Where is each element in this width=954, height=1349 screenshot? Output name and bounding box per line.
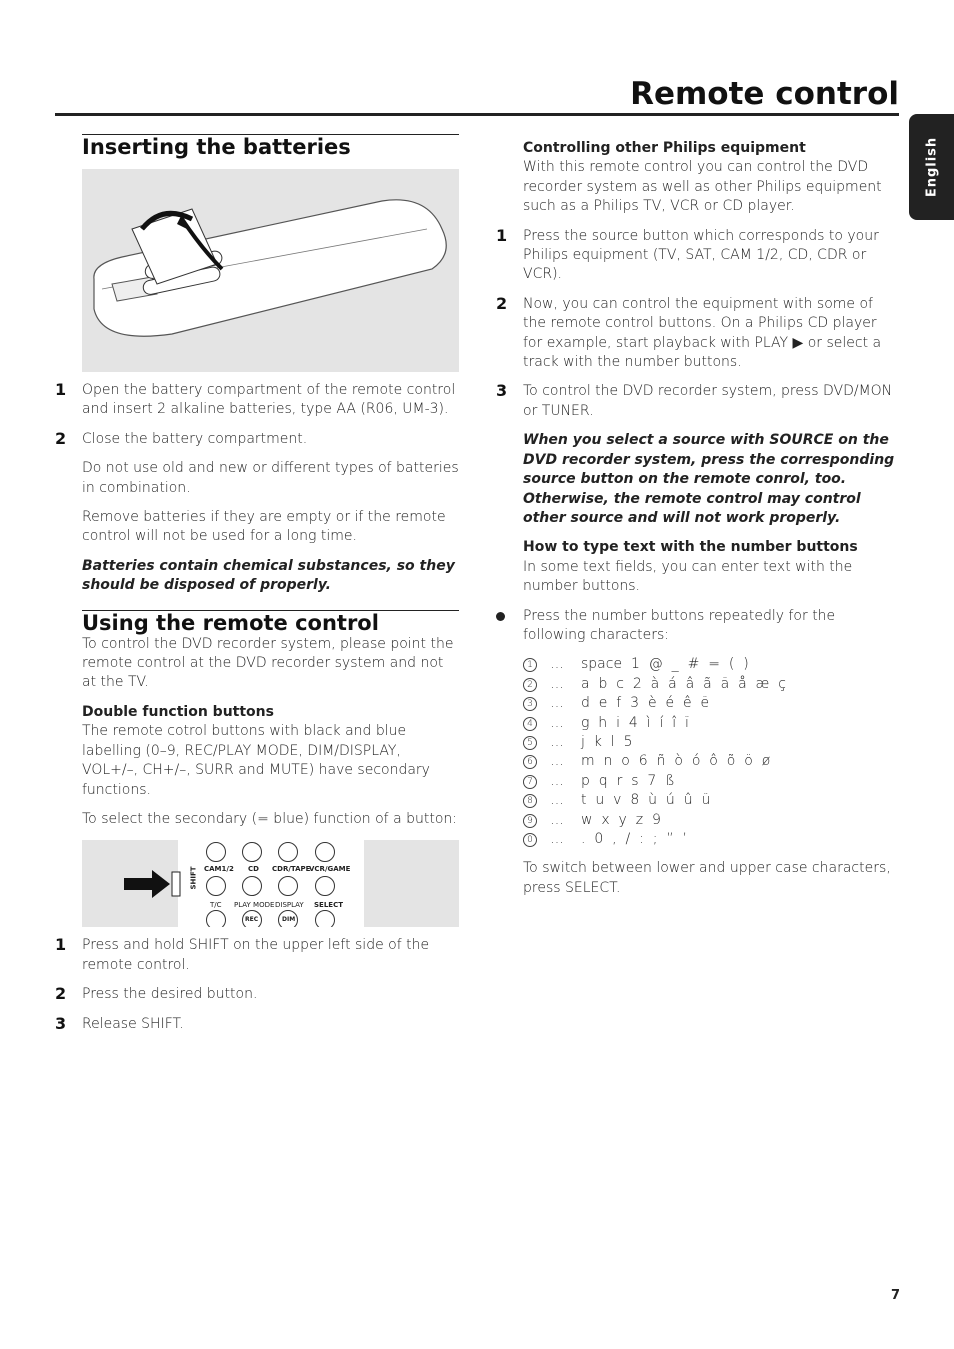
characters: p q r s 7 ß: [581, 772, 675, 789]
step-number: 3: [496, 381, 508, 401]
shift-step-2: [55, 984, 459, 1004]
character-row: [523, 694, 899, 713]
button-label-playmode: PLAY MODE: [234, 901, 275, 910]
character-row: [523, 714, 899, 733]
typing-outro: To switch between lower and upper case characters, press SELECT.: [523, 860, 891, 896]
bullet-icon: [496, 612, 505, 621]
character-table: [523, 655, 899, 849]
ellipsis: …: [550, 733, 564, 750]
key-icon: 6: [523, 755, 537, 769]
controlling-heading: Controlling other Philips equipment: [523, 140, 806, 156]
typing-intro: In some text fields, you can enter text with the number buttons.: [523, 558, 853, 595]
key-icon: 7: [523, 775, 537, 789]
button-label-display: DISPLAY: [275, 901, 304, 910]
step-number: 1: [55, 935, 67, 955]
ellipsis: …: [550, 772, 564, 789]
characters: t u v 8 ù ú û ü: [581, 792, 711, 809]
characters: space 1 @ _ # = ( ): [581, 656, 749, 673]
controlling-intro: With this remote control you can control the DVD recorder system as well as other Philips equipment such as a Philips TV, VCR or CD player.: [523, 159, 882, 215]
language-label: English: [924, 136, 939, 198]
step-number: 2: [496, 293, 508, 313]
button-label-cam: CAM1/2: [204, 865, 234, 874]
controlling-warning: When you select a source with SOURCE on the DVD recorder system, press the corresponding source button on the remote conrol, too. Otherwise, the remote control may control other source and will not work properly.: [523, 432, 895, 526]
step-text: Press the source button which corresponds to your Philips equipment (TV, SAT, CAM 1/2, CD, CDR or VCR).: [523, 227, 879, 283]
ellipsis: …: [550, 675, 564, 692]
key-icon: 3: [523, 697, 537, 711]
using-intro: To control the DVD recorder system, please point the remote control at the DVD recorder system and not at the TV.: [82, 635, 454, 691]
step-text: Press and hold SHIFT on the upper left side of the remote control.: [82, 937, 430, 973]
battery-note-2: Remove batteries if they are empty or if the remote control will not be used for a long time.: [82, 509, 446, 545]
key-icon: 5: [523, 736, 537, 750]
key-icon: 2: [523, 678, 537, 692]
title-rule: [55, 113, 899, 116]
shift-step-1: [55, 935, 459, 975]
left-column: [55, 134, 459, 1034]
remote-battery-drawing: [82, 169, 459, 372]
key-icon: 4: [523, 717, 537, 731]
step-text: Now, you can control the equipment with some of the remote control buttons. On a Philips CD player for example, start playback with PLAY ▶ or select a track with the number buttons.: [523, 295, 882, 371]
ellipsis: …: [550, 753, 564, 770]
key-icon: 1: [523, 658, 537, 672]
ellipsis: …: [550, 714, 564, 731]
button-label-tc: T/C: [210, 901, 222, 910]
characters: g h i 4 ì í î ï: [581, 714, 689, 731]
bullet-text: Press the number buttons repeatedly for the following characters:: [523, 607, 836, 643]
dfb-text: The remote cotrol buttons with black and blue labelling (0–9, REC/PLAY MODE, DIM/DISPLAY, VOL+/–, CH+/–, SURR and MUTE) have secondary functions.: [82, 723, 430, 798]
battery-step-2: [55, 428, 459, 449]
shift-label: SHIFT: [189, 866, 198, 890]
language-tab: [909, 114, 954, 220]
ellipsis: …: [550, 831, 564, 847]
shift-drawing: [82, 840, 459, 927]
select-text: To select the secondary (= blue) function of a button:: [82, 810, 457, 827]
controlling-step-1: [496, 225, 899, 285]
character-row: [523, 655, 899, 674]
character-row: [523, 811, 899, 830]
dfb-heading: Double function buttons: [82, 703, 274, 720]
ellipsis: …: [550, 811, 564, 828]
characters: . 0 , / : ; ” ’: [581, 831, 687, 847]
key-icon: 0: [523, 833, 537, 847]
battery-note-1: Do not use old and new or different types of batteries in combination.: [82, 460, 459, 496]
key-icon: 8: [523, 794, 537, 808]
ellipsis: …: [550, 695, 564, 712]
character-row: [523, 791, 899, 810]
button-inner-dim: DIM: [282, 916, 296, 924]
controlling-step-2: [496, 293, 899, 373]
button-label-vcr: VCR/GAME: [309, 865, 351, 874]
shift-illustration: [82, 840, 459, 927]
step-text: To control the DVD recorder system, press DVD/MON or TUNER.: [523, 383, 893, 419]
step-number: 2: [55, 428, 67, 448]
typing-heading: How to type text with the number buttons: [523, 539, 858, 556]
character-row: [523, 772, 899, 791]
right-column: [496, 139, 899, 898]
character-row: [523, 675, 899, 694]
characters: j k l 5: [581, 733, 633, 750]
character-row: [523, 733, 899, 752]
character-row: [523, 830, 899, 849]
typing-bullet: [523, 607, 899, 646]
key-icon: 9: [523, 814, 537, 828]
controlling-step-3: [496, 381, 899, 421]
button-label-cdr: CDR/TAPE: [272, 865, 311, 874]
step-text: Release SHIFT.: [82, 1015, 184, 1032]
characters: a b c 2 à á â ã ä å æ ç: [581, 675, 786, 692]
step-number: 3: [55, 1013, 67, 1033]
step-text: Press the desired button.: [82, 986, 258, 1003]
section-heading-batteries: Inserting the batteries: [82, 134, 459, 159]
ellipsis: …: [550, 656, 564, 673]
step-number: 2: [55, 984, 67, 1004]
button-label-cd: CD: [248, 865, 259, 874]
page-title: Remote control: [630, 76, 899, 112]
ellipsis: …: [550, 792, 564, 809]
button-inner-rec: REC: [245, 916, 259, 924]
step-text: Close the battery compartment.: [82, 430, 308, 447]
step-number: 1: [496, 225, 508, 245]
characters: d e f 3 è é ê ë: [581, 695, 710, 712]
character-row: [523, 752, 899, 771]
characters: m n o 6 ñ ò ó ô õ ö ø: [581, 753, 771, 770]
step-number: 1: [55, 380, 67, 399]
battery-step-1: [55, 380, 459, 420]
battery-warning: Batteries contain chemical substances, so they should be disposed of properly.: [82, 557, 455, 594]
shift-step-3: [55, 1013, 459, 1034]
section-heading-using: Using the remote control: [82, 610, 459, 635]
page-number: 7: [890, 1288, 900, 1303]
button-label-select: SELECT: [314, 901, 343, 910]
characters: w x y z 9: [581, 811, 661, 828]
battery-illustration: [82, 169, 459, 372]
step-text: Open the battery compartment of the remote control and insert 2 alkaline batteries, type AA (R06, UM-3).: [82, 382, 456, 418]
